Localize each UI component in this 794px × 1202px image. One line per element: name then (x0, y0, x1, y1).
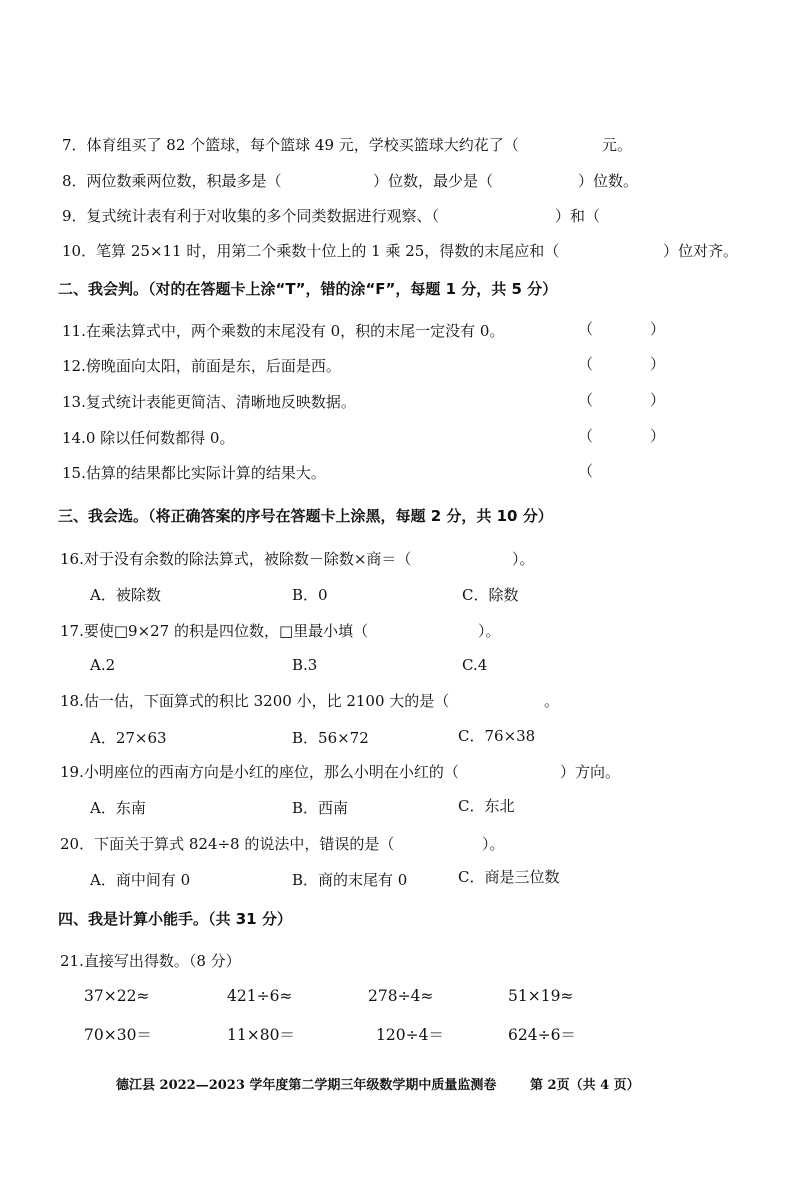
option-c: C．76×38 (458, 727, 536, 745)
answer-paren-close: ） (650, 391, 666, 409)
section-4-title: 四、我是计算小能手。（共 31 分） (58, 910, 292, 928)
question-19: 19.小明座位的西南方向是小红的座位，那么小明在小红的（ (60, 763, 459, 781)
option-b: B．西南 (292, 799, 349, 817)
option-a: A．被除数 (90, 586, 161, 604)
footer-title: 德江县 2022—2023 学年度第二学期三年级数学期中质量监测卷 (116, 1078, 497, 1093)
question-17-tail: ）。 (478, 622, 501, 640)
calc-item: 120÷4＝ (376, 1026, 444, 1044)
option-a: A．27×63 (90, 729, 167, 747)
option-b: B．0 (292, 586, 328, 604)
answer-paren-open: （ (578, 355, 594, 373)
question-20-tail: ）。 (482, 835, 505, 853)
option-b: B.3 (292, 656, 318, 674)
answer-paren-close: ） (650, 427, 666, 445)
option-c: C．除数 (462, 586, 519, 604)
question-9-tail: ）和（ (555, 207, 601, 225)
option-a: A．东南 (90, 799, 146, 817)
question-7: 7．体育组买了 82 个篮球，每个篮球 49 元，学校买篮球大约花了（ (62, 136, 519, 154)
calc-item: 70×30＝ (84, 1026, 152, 1044)
option-a: A．商中间有 0 (90, 871, 191, 889)
question-18-tail: 。 (544, 692, 560, 710)
question-11: 11.在乘法算式中，两个乘数的末尾没有 0，积的末尾一定没有 0。 (62, 322, 505, 340)
answer-paren-close: ） (650, 355, 666, 373)
question-8: 8．两位数乘两位数，积最多是（ (62, 172, 282, 190)
question-12: 12.傍晚面向太阳，前面是东，后面是西。 (62, 357, 341, 375)
calc-item: 51×19≈ (508, 987, 574, 1005)
question-19-tail: ）方向。 (560, 763, 621, 781)
question-14: 14.0 除以任何数都得 0。 (62, 429, 235, 447)
question-13: 13.复式统计表能更简洁、清晰地反映数据。 (62, 393, 356, 411)
option-b: B．56×72 (292, 729, 369, 747)
answer-paren-open: （ (578, 462, 594, 480)
calc-item: 624÷6＝ (508, 1026, 576, 1044)
question-16-tail: ）。 (512, 550, 535, 568)
option-c: C.4 (462, 656, 488, 674)
calc-item: 421÷6≈ (227, 987, 293, 1005)
question-10-tail: ）位对齐。 (663, 242, 739, 260)
answer-paren-close: ） (650, 320, 666, 338)
question-8-mid: ）位数，最少是（ (373, 172, 494, 190)
calc-item: 278÷4≈ (368, 987, 434, 1005)
section-3-title: 三、我会选。（将正确答案的序号在答题卡上涂黑，每题 2 分，共 10 分） (58, 507, 553, 525)
question-9: 9．复式统计表有利于对收集的多个同类数据进行观察、（ (62, 207, 440, 225)
option-a: A.2 (90, 656, 116, 674)
option-b: B．商的末尾有 0 (292, 871, 408, 889)
question-21: 21.直接写出得数。（8 分） (60, 952, 241, 970)
question-17: 17.要使□9×27 的积是四位数，□里最小填（ (60, 622, 369, 640)
question-15: 15.估算的结果都比实际计算的结果大。 (62, 464, 326, 482)
question-16: 16.对于没有余数的除法算式，被除数－除数×商＝（ (60, 550, 412, 568)
answer-paren-open: （ (578, 427, 594, 445)
question-7-tail: 元。 (602, 136, 633, 154)
answer-paren-open: （ (578, 320, 594, 338)
answer-paren-open: （ (578, 391, 594, 409)
calc-item: 37×22≈ (84, 987, 150, 1005)
calc-item: 11×80＝ (227, 1026, 295, 1044)
page-number: 第 2页（共 4 页） (530, 1078, 640, 1093)
question-20: 20．下面关于算式 824÷8 的说法中，错误的是（ (60, 835, 395, 853)
option-c: C．东北 (458, 797, 515, 815)
option-c: C．商是三位数 (458, 868, 560, 886)
question-10: 10．笔算 25×11 时，用第二个乘数十位上的 1 乘 25，得数的末尾应和（ (62, 242, 560, 260)
section-2-title: 二、我会判。（对的在答题卡上涂“T”，错的涂“F”，每题 1 分，共 5 分） (58, 280, 558, 298)
question-8-tail: ）位数。 (578, 172, 639, 190)
question-18: 18.估一估，下面算式的积比 3200 小，比 2100 大的是（ (60, 692, 450, 710)
